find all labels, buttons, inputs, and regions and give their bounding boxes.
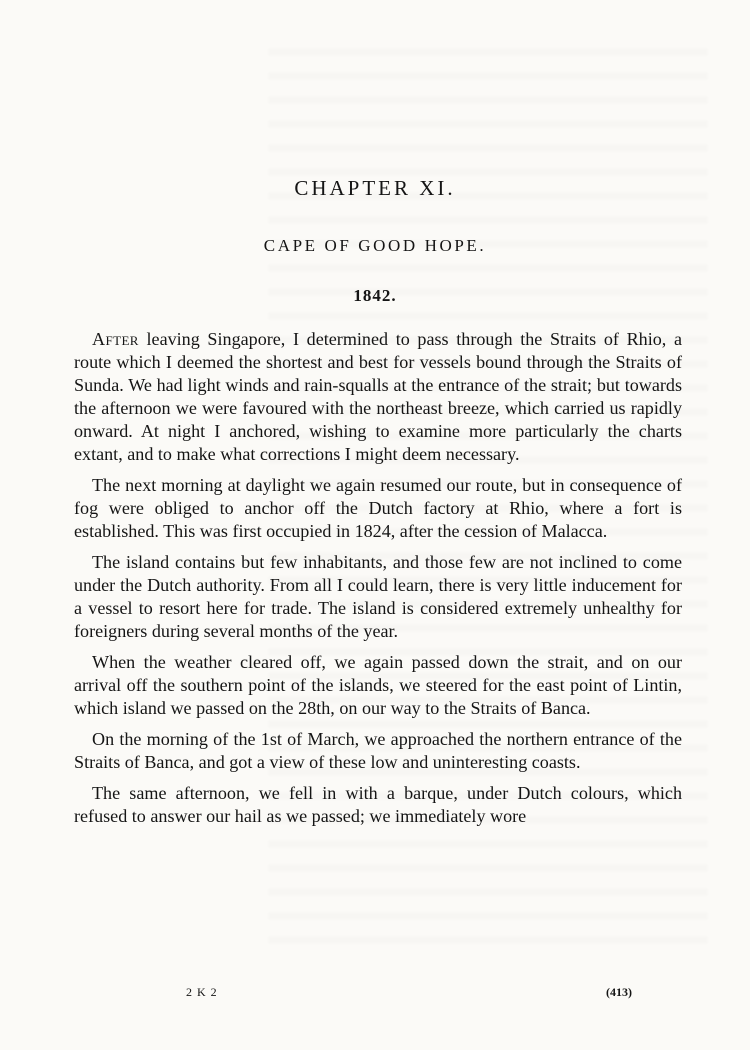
chapter-title: CAPE OF GOOD HOPE. bbox=[263, 236, 487, 255]
paragraph-text: The island contains but few inhabitants, and those few are not inclined to come under the Dutch authority. From all I could learn, there is very little inducement for a vessel to resort here for trade. The island is considered extremely unhealthy for foreigners during several months of the year. bbox=[74, 552, 682, 641]
paragraph-text: The next morning at daylight we again resumed our route, but in consequence of fog were obliged to anchor off the Dutch factory at Rhio, where a fort is established. This was first occupied in 1824, after the cession of Malacca. bbox=[74, 475, 682, 541]
body-text bbox=[74, 328, 682, 828]
paragraph-5 bbox=[74, 728, 682, 774]
paragraph-4 bbox=[74, 651, 682, 720]
signature-mark: 2 K 2 bbox=[186, 985, 218, 999]
paragraph-2 bbox=[74, 474, 682, 543]
paragraph-lead: After bbox=[92, 329, 139, 349]
chapter-heading: CHAPTER XI. bbox=[294, 176, 456, 200]
chapter-year: 1842. bbox=[353, 286, 397, 305]
paragraph-1 bbox=[74, 328, 682, 466]
paragraph-text: On the morning of the 1st of March, we approached the northern entrance of the Straits of Banca, and got a view of these low and uninteresting coasts. bbox=[74, 729, 682, 772]
paragraph-text: The same afternoon, we fell in with a barque, under Dutch colours, which refused to answer our hail as we passed; we immediately wore bbox=[74, 783, 682, 826]
paragraph-6 bbox=[74, 782, 682, 828]
paragraph-text: When the weather cleared off, we again passed down the strait, and on our arrival off the southern point of the islands, we steered for the east point of Lintin, which island we passed on the 28th, on our way to the Straits of Banca. bbox=[74, 652, 682, 718]
paragraph-3 bbox=[74, 551, 682, 643]
paragraph-text: leaving Singapore, I determined to pass through the Straits of Rhio, a route which I deemed the shortest and best for vessels bound through the Straits of Sunda. We had light winds and rain-squalls at the entrance of the strait; but towards the afternoon we were favoured with the northeast breeze, which carried us rapidly onward. At night I anchored, wishing to examine more particularly the charts extant, and to make what corrections I might deem necessary. bbox=[74, 329, 682, 464]
page-number: (413) bbox=[606, 985, 632, 999]
page-footer bbox=[0, 985, 750, 1003]
